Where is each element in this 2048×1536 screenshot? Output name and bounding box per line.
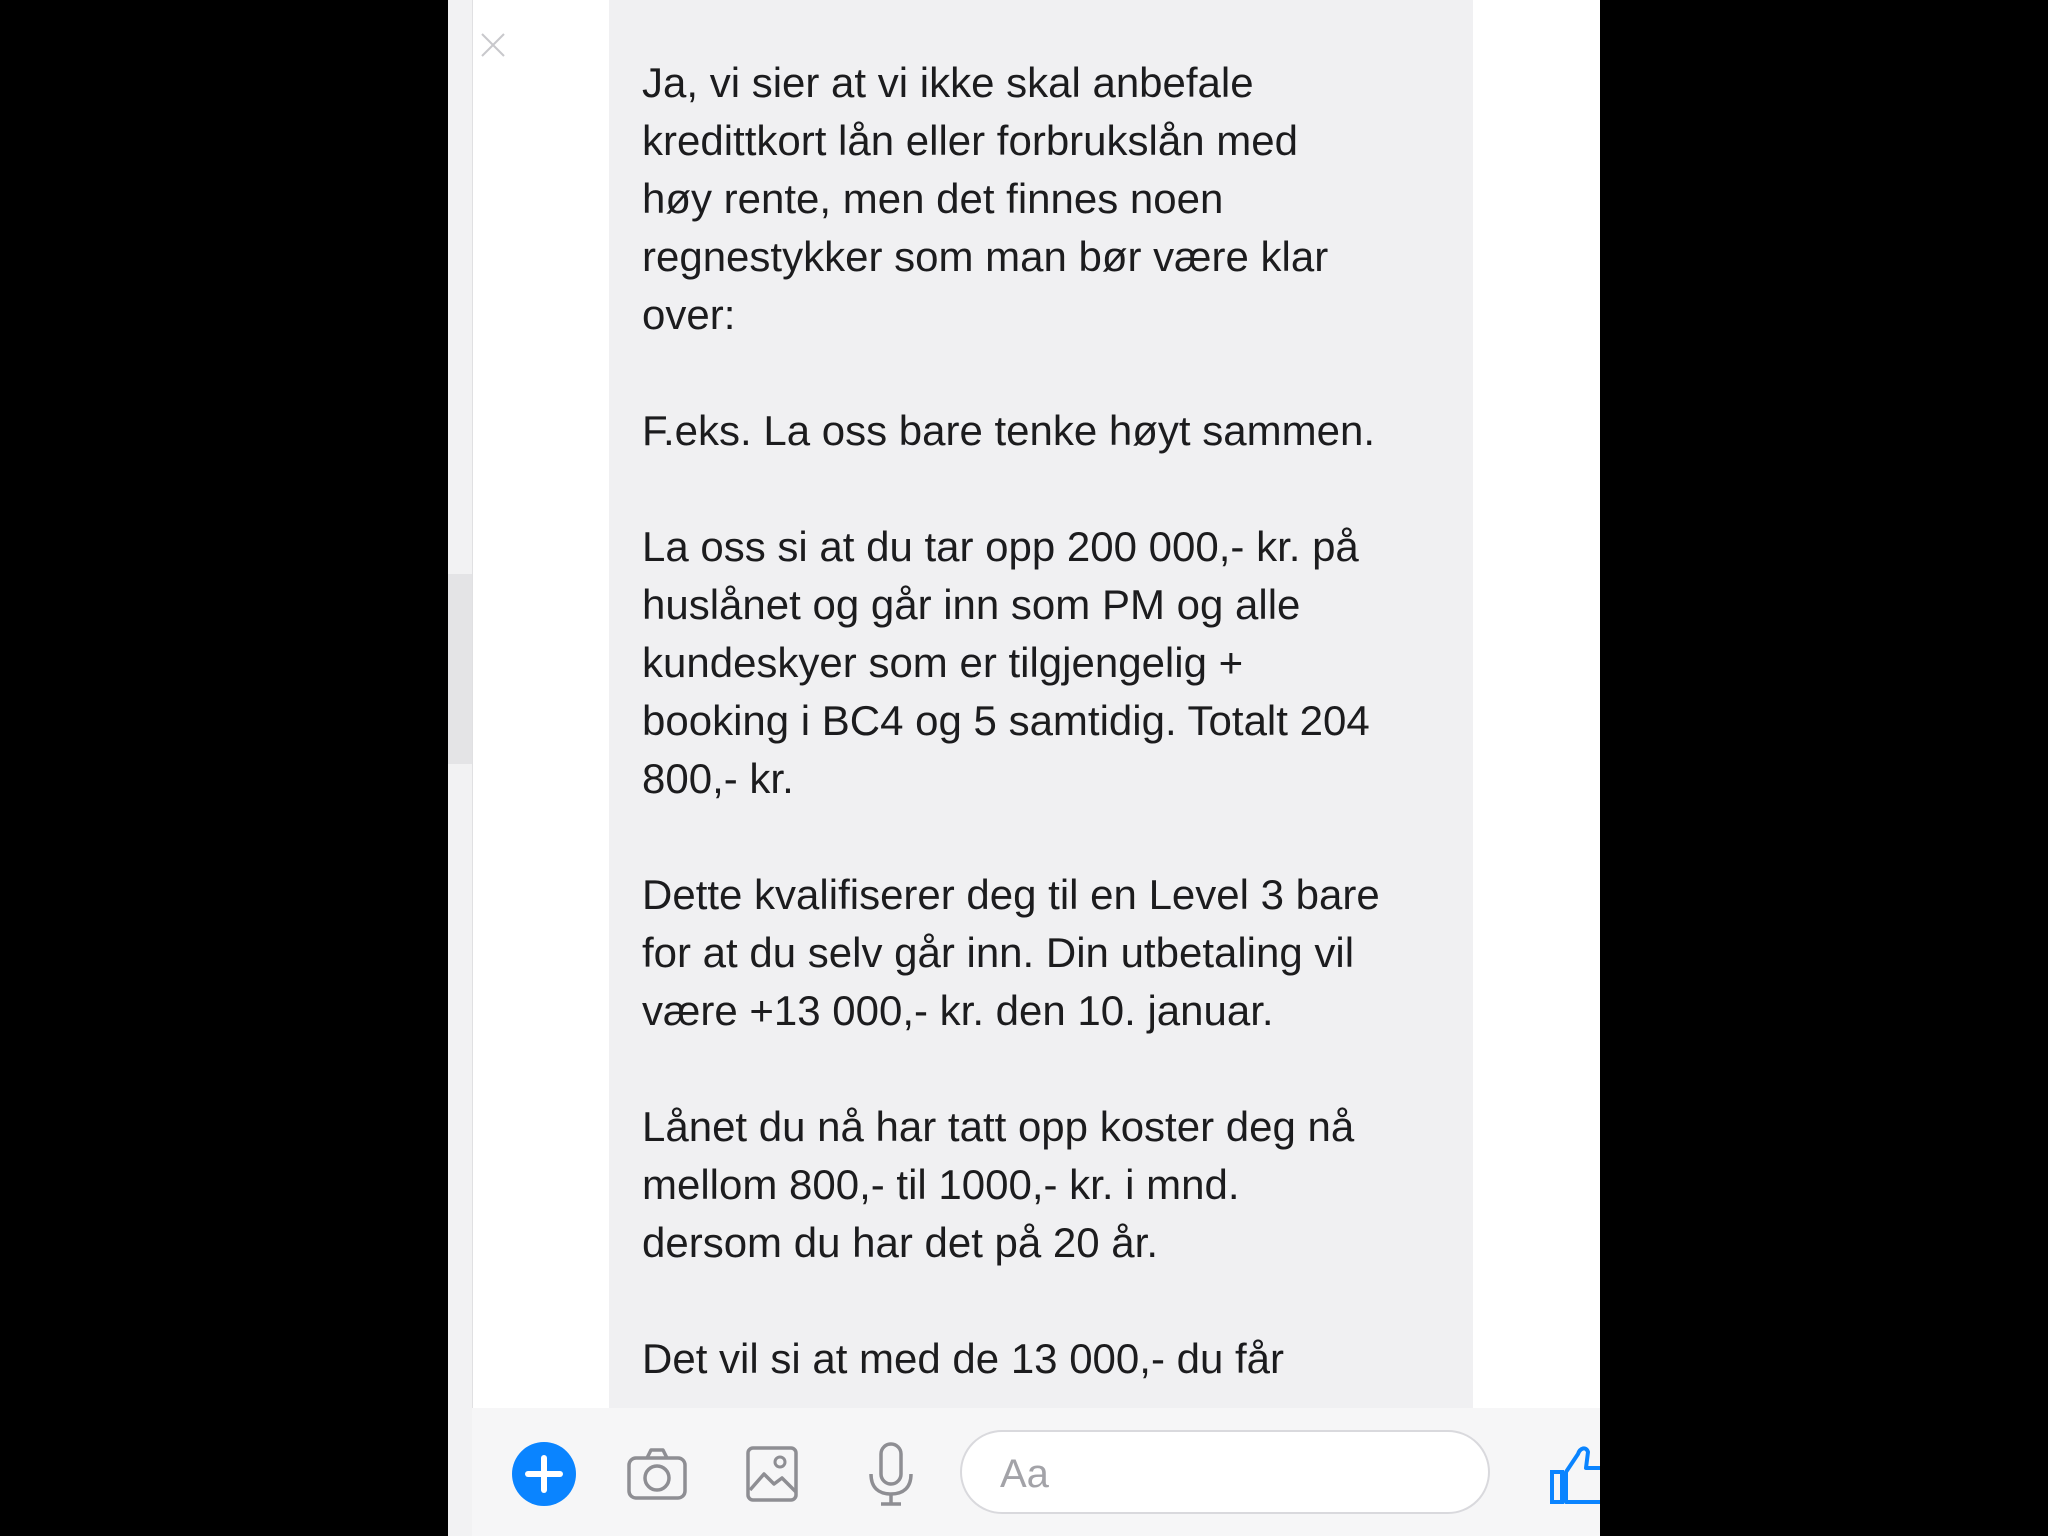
message-input[interactable]: [960, 1430, 1490, 1514]
image-icon[interactable]: [742, 1442, 806, 1506]
message-text: [642, 0, 1452, 1420]
message-paragraph: Dette kvalifiserer deg til en Level 3 bare for at du selv går inn. Din utbetaling vil være +13 000,- kr. den 10. januar.: [642, 871, 1380, 1034]
add-button[interactable]: [512, 1442, 576, 1506]
side-scrollbar[interactable]: [448, 0, 473, 1536]
message-paragraph: Lånet du nå har tatt opp koster deg nå mellom 800,- til 1000,- kr. i mnd. dersom du har det på 20 år.: [642, 1103, 1355, 1266]
plus-icon: [512, 1442, 576, 1506]
message-paragraph: La oss si at du tar opp 200 000,- kr. på huslånet og går inn som PM og alle kundeskyer som er tilgjengelig + booking i BC4 og 5 samtidig. Totalt 204 800,- kr.: [642, 523, 1370, 802]
message-paragraph: Ja, vi sier at vi ikke skal anbefale kredittkort lån eller forbrukslån med høy rente, men det finnes noen regnestykker som man bør være klar over:: [642, 59, 1329, 338]
camera-icon[interactable]: [625, 1442, 689, 1506]
composer-bar: [472, 1408, 1600, 1536]
message-input-placeholder: Aa: [1000, 1452, 1049, 1496]
scroll-thumb[interactable]: [448, 574, 472, 764]
message-bubble: [609, 0, 1473, 1420]
microphone-icon[interactable]: [859, 1442, 923, 1506]
messenger-conversation: [448, 0, 1600, 1536]
close-icon[interactable]: [478, 30, 508, 60]
thumbs-up-icon[interactable]: [1550, 1442, 1600, 1506]
message-paragraph: F.eks. La oss bare tenke høyt sammen.: [642, 407, 1375, 454]
message-paragraph: Det vil si at med de 13 000,- du får: [642, 1335, 1284, 1382]
